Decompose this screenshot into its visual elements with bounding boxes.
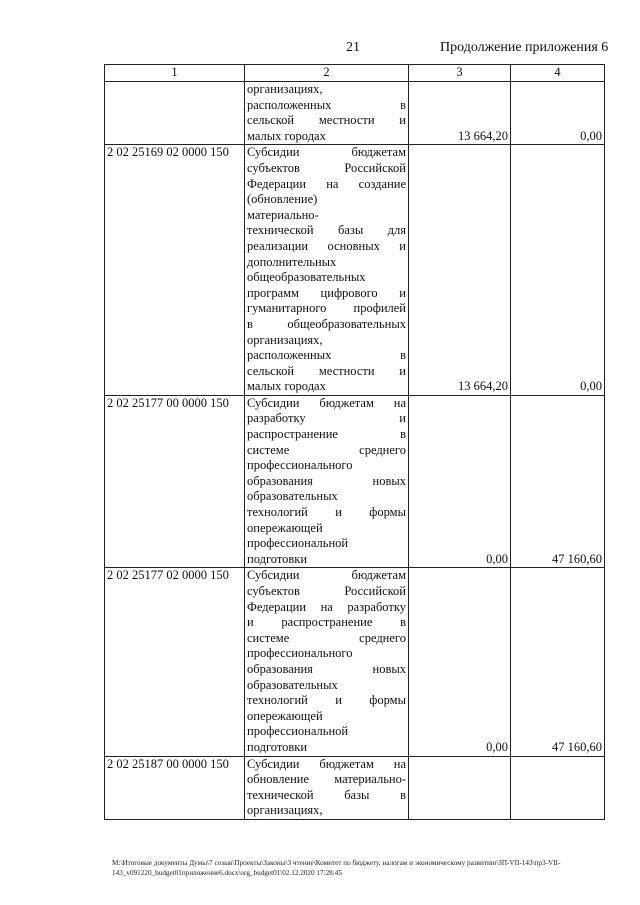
table-row — [105, 395, 605, 568]
description-line: опережающей — [247, 520, 323, 535]
description-line: дополнительных — [247, 254, 337, 269]
description-line: профессиональной — [247, 724, 349, 739]
description-line: обновление материально- — [247, 772, 406, 787]
description-line: профессионального — [247, 458, 353, 473]
description-line: организациях, — [247, 82, 323, 96]
description-line: опережающей — [247, 708, 323, 723]
row-description — [245, 82, 409, 145]
page-number: 21 — [346, 40, 360, 55]
description-line: организациях, — [247, 332, 323, 347]
row-code: 2 02 25187 00 0000 150 — [105, 756, 245, 819]
description-line: (обновление) — [247, 192, 318, 207]
row-value-col4: 0,00 — [511, 82, 605, 145]
row-description — [245, 756, 409, 819]
table-row — [105, 756, 605, 819]
description-line: технологий и формы — [247, 505, 406, 520]
table-row — [105, 82, 605, 145]
table-row — [105, 145, 605, 396]
description-line: Субсидии бюджетам на — [247, 756, 406, 771]
budget-table — [104, 64, 605, 820]
description-line: разработку и — [247, 411, 406, 426]
description-line: малых городах — [247, 128, 326, 143]
description-line: системе среднего — [247, 630, 406, 645]
row-code: 2 02 25177 00 0000 150 — [105, 395, 245, 568]
row-code: 2 02 25169 02 0000 150 — [105, 145, 245, 396]
description-line: образования новых — [247, 473, 406, 488]
description-line: субъектов Российской — [247, 584, 406, 598]
row-description — [245, 145, 409, 396]
description-line: в общеобразовательных — [247, 316, 406, 331]
description-line: технологий и формы — [247, 693, 406, 708]
description-line: программ цифрового и — [247, 285, 406, 300]
row-description — [245, 395, 409, 568]
description-line: распространение в — [247, 427, 406, 442]
row-value-col4: 0,00 — [511, 145, 605, 396]
row-code — [105, 82, 245, 145]
description-line: подготовки — [247, 739, 308, 754]
footer-path-line: M:\Итоговые документы Думы\7 созыв\Проекты\Законы\3 чтение\Комитет по бюджету, налогам и экономическому развитию\ЗП-VII-143\пр3-VII- — [112, 859, 561, 867]
row-value-col3: 0,00 — [409, 568, 511, 756]
description-line: Субсидии бюджетам — [247, 568, 406, 583]
description-line: технической базы для — [247, 223, 406, 238]
description-line: Субсидии бюджетам — [247, 145, 406, 160]
description-line: образовательных — [247, 489, 338, 504]
description-line: общеобразовательных — [247, 270, 366, 285]
description-line: образования новых — [247, 661, 406, 676]
description-line: системе среднего — [247, 442, 406, 457]
row-value-col3: 13 664,20 — [409, 82, 511, 145]
description-line: реализации основных и — [247, 238, 406, 253]
description-line: сельской местности и — [247, 363, 406, 378]
description-line: профессиональной — [247, 536, 349, 551]
footer-path-line: 143_v091220_budget01приложение6.docx\org_budget01\02.12.2020 17:28:45 — [112, 869, 342, 877]
row-value-col3: 0,00 — [409, 395, 511, 568]
description-line: субъектов Российской — [247, 160, 406, 175]
description-line: организациях, — [247, 803, 323, 818]
description-line: образовательных — [247, 677, 338, 692]
column-header: 4 — [511, 65, 605, 82]
description-line: малых городах — [247, 379, 326, 394]
row-value-col4: 47 160,60 — [511, 395, 605, 568]
row-value-col3: 13 664,20 — [409, 145, 511, 396]
description-line: Федерации на создание — [247, 176, 406, 191]
description-line: Федерации на разработку — [247, 599, 406, 614]
row-value-col3 — [409, 756, 511, 819]
row-code: 2 02 25177 02 0000 150 — [105, 568, 245, 756]
row-value-col4 — [511, 756, 605, 819]
description-line: и распространение в — [247, 615, 406, 630]
row-value-col4: 47 160,60 — [511, 568, 605, 756]
file-path-footer — [112, 858, 612, 878]
table-row — [105, 568, 605, 756]
description-line: подготовки — [247, 551, 308, 566]
continuation-label: Продолжение приложения 6 — [440, 40, 609, 55]
description-line: профессионального — [247, 646, 353, 661]
description-line: гуманитарного профилей — [247, 301, 406, 316]
table-header-row — [105, 65, 605, 82]
description-line: расположенных в — [247, 97, 406, 112]
row-description — [245, 568, 409, 756]
description-line: расположенных в — [247, 348, 406, 363]
column-header: 2 — [245, 65, 409, 82]
description-line: материально- — [247, 207, 319, 222]
description-line: сельской местности и — [247, 113, 406, 128]
column-header: 3 — [409, 65, 511, 82]
description-line: технической базы в — [247, 787, 406, 802]
column-header: 1 — [105, 65, 245, 82]
description-line: Субсидии бюджетам на — [247, 395, 406, 410]
